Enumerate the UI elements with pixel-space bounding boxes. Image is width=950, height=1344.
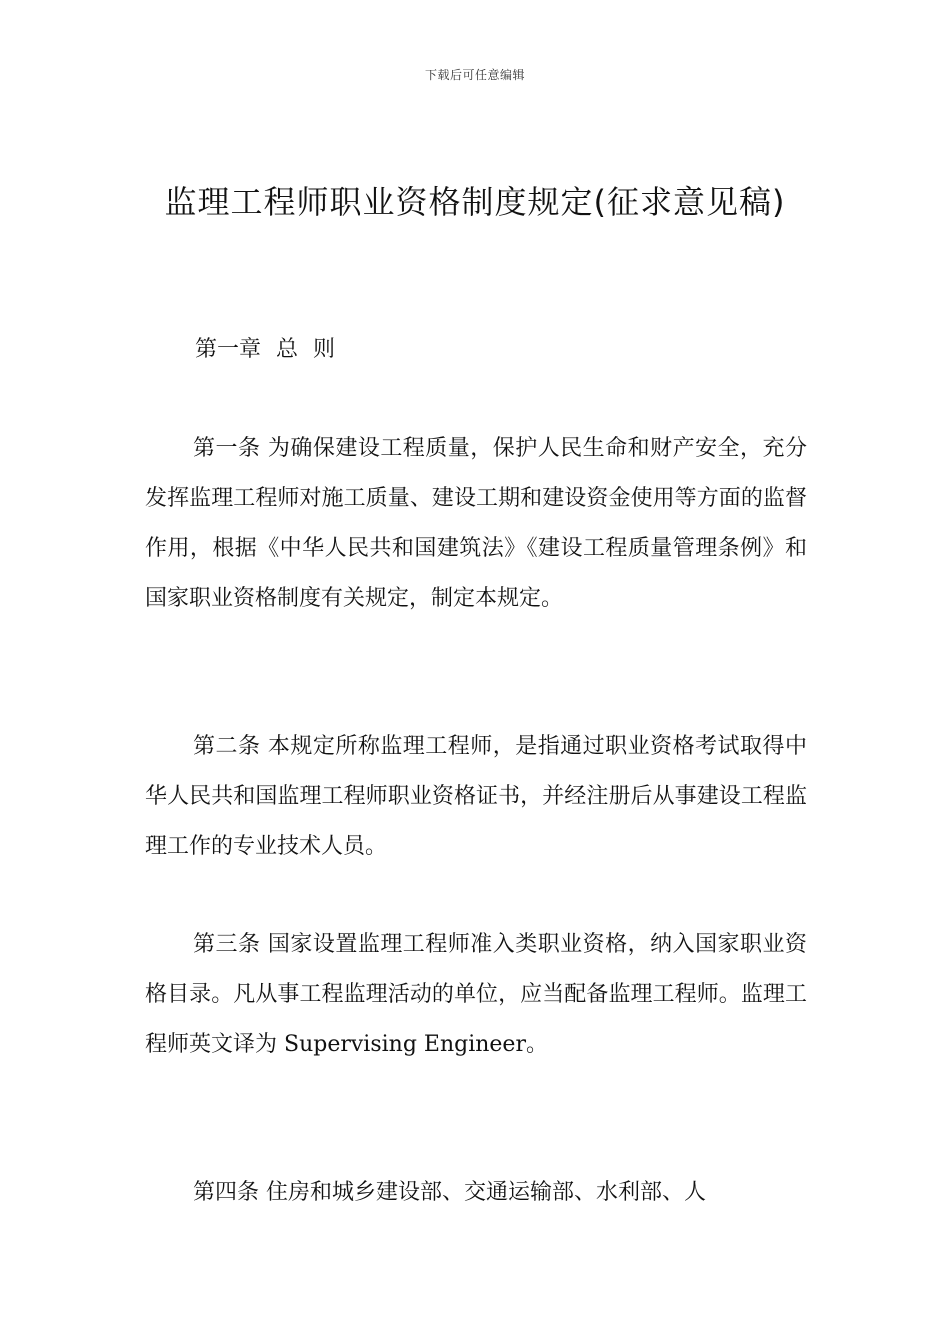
header-note: 下载后可任意编辑	[424, 68, 525, 82]
article-3: 第三条 国家设置监理工程师准入类职业资格，纳入国家职业资格目录。凡从事工程监理活动的单位，应当配备监理工程师。监理工程师英文译为 Supervising Engineer。	[145, 932, 807, 1057]
article-1: 第一条 为确保建设工程质量，保护人民生命和财产安全，充分发挥监理工程师对施工质量、建设工期和建设资金使用等方面的监督作用，根据《中华人民共和国建筑法》《建设工程质量管理条例》和国家职业资格制度有关规定，制定本规定。	[145, 436, 807, 611]
chapter-heading: 第一章 总 则	[195, 337, 335, 362]
article-4: 第四条 住房和城乡建设部、交通运输部、水利部、人	[193, 1180, 706, 1205]
document-title: 监理工程师职业资格制度规定(征求意见稿)	[164, 183, 786, 221]
article-2: 第二条 本规定所称监理工程师，是指通过职业资格考试取得中华人民共和国监理工程师职业资格证书，并经注册后从事建设工程监理工作的专业技术人员。	[145, 734, 807, 859]
